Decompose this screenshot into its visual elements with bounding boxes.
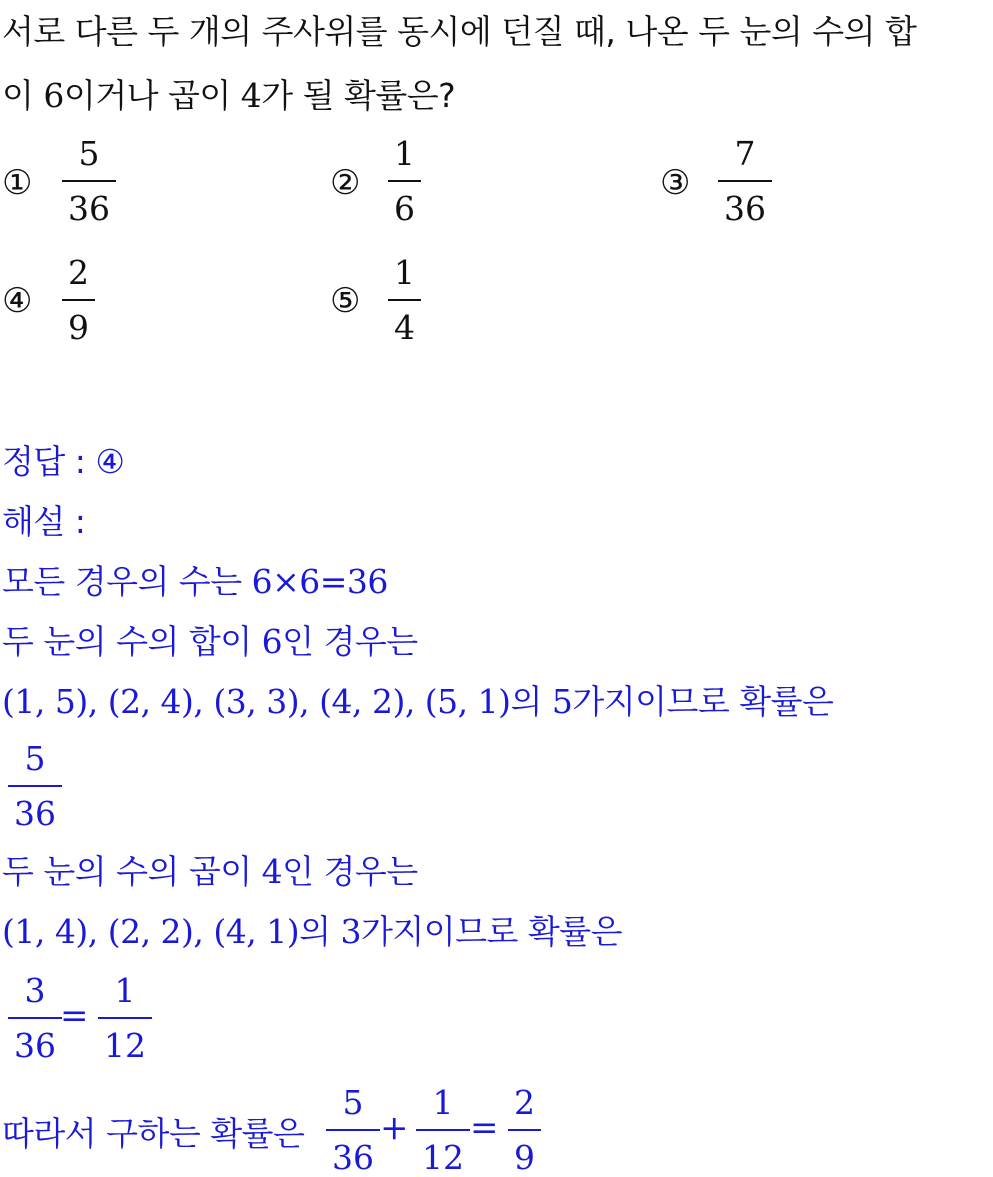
final-fraction-1: [326, 1083, 380, 1177]
answer-label: 정답 : ④: [2, 442, 125, 481]
question-number: 6: [43, 76, 64, 115]
explanation-text: 가지이므로 확률은: [361, 912, 623, 951]
question-line-2: [2, 70, 455, 117]
sum-probability-fraction: [8, 739, 62, 833]
choice-1-fraction[interactable]: [62, 134, 116, 228]
choice-3-fraction[interactable]: [718, 134, 772, 228]
fraction-denominator: 4: [388, 299, 421, 344]
question-line-1: 서로 다른 두 개의 주사위를 동시에 던질 때, 나온 두 눈의 수의 합: [2, 12, 917, 51]
equals-sign: =: [470, 1108, 499, 1148]
math-number: 3: [340, 912, 361, 951]
question-number: 4: [240, 76, 262, 115]
choice-3-marker[interactable]: ③: [660, 163, 691, 203]
fraction-denominator: 36: [8, 785, 62, 830]
question-text: 이거나 곱이: [63, 76, 241, 115]
fraction-numerator: 5: [24, 739, 46, 778]
math-number: 6: [261, 622, 283, 661]
math-expression: (1, 5), (2, 4), (3, 3), (4, 2), (5, 1): [2, 682, 511, 721]
fraction-numerator: 1: [114, 971, 136, 1010]
product-simplified-fraction: [98, 971, 152, 1065]
fraction-numerator: 1: [394, 134, 415, 173]
fraction-denominator: 9: [508, 1129, 541, 1174]
explanation-text: 두 눈의 수의 합이: [2, 622, 262, 661]
question-text: 이: [2, 76, 44, 115]
fraction-denominator: 36: [8, 1017, 62, 1062]
final-result-fraction: [508, 1083, 541, 1177]
choice-5-marker[interactable]: ⑤: [330, 281, 361, 321]
explanation-text: 가지이므로 확률은: [572, 682, 834, 721]
fraction-numerator: 5: [342, 1083, 364, 1122]
math-expression: (1, 4), (2, 2), (4, 1): [2, 912, 300, 951]
product-condition-line: [2, 846, 418, 893]
choice-2-fraction[interactable]: [388, 134, 421, 228]
choice-1-marker[interactable]: ①: [2, 163, 33, 203]
question-text: 가 될 확률은?: [261, 76, 456, 115]
total-cases-line: [2, 556, 388, 603]
fraction-numerator: 5: [78, 134, 100, 173]
final-fraction-2: [416, 1083, 470, 1177]
fraction-numerator: 7: [734, 134, 756, 173]
math-expression: 6×6=36: [251, 562, 388, 601]
final-text: 따라서 구하는 확률은: [2, 1114, 305, 1153]
choice-4-fraction[interactable]: [62, 253, 95, 347]
explanation-text: 모든 경우의 수는: [2, 562, 252, 601]
explanation-text: 의: [510, 682, 552, 721]
plus-sign: +: [380, 1108, 409, 1148]
explanation-text: 두 눈의 수의 곱이: [2, 852, 262, 891]
fraction-denominator: 36: [326, 1129, 380, 1174]
fraction-denominator: 12: [416, 1129, 470, 1174]
fraction-numerator: 1: [432, 1083, 454, 1122]
explanation-text: 인 경우는: [282, 622, 418, 661]
fraction-numerator: 1: [394, 253, 415, 292]
fraction-denominator: 36: [718, 180, 772, 225]
equals-sign: =: [60, 996, 89, 1036]
product-probability-fraction: [8, 971, 62, 1065]
fraction-numerator: 3: [24, 971, 46, 1010]
choice-5-fraction[interactable]: [388, 253, 421, 347]
choice-4-marker[interactable]: ④: [2, 281, 33, 321]
fraction-denominator: 12: [98, 1017, 152, 1062]
choice-2-marker[interactable]: ②: [330, 163, 361, 203]
product-pairs-line: [2, 906, 622, 953]
explanation-label: 해설 :: [2, 502, 86, 541]
explanation-text: 인 경우는: [282, 852, 418, 891]
math-number: 4: [261, 852, 283, 891]
fraction-numerator: 2: [68, 253, 89, 292]
sum-pairs-line: [2, 676, 833, 723]
fraction-denominator: 6: [388, 180, 421, 225]
math-number: 5: [551, 682, 573, 721]
fraction-denominator: 9: [62, 299, 95, 344]
fraction-denominator: 36: [62, 180, 116, 225]
sum-condition-line: [2, 616, 418, 663]
fraction-numerator: 2: [514, 1083, 535, 1122]
explanation-text: 의: [299, 912, 341, 951]
